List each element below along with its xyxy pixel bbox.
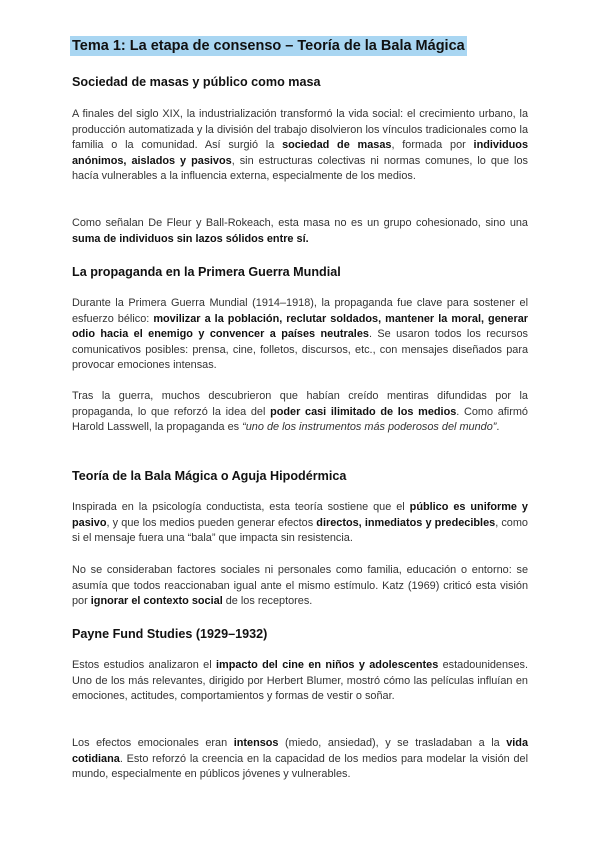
- bold-text: intensos: [233, 737, 279, 749]
- bold-text: sociedad de masas: [282, 139, 392, 152]
- text-run: Estos estudios analizaron el: [72, 659, 216, 671]
- bold-text: suma de individuos sin lazos sólidos entre sí.: [72, 232, 309, 245]
- text-run: Inspirada en la psicología conductista, esta teoría sostiene que el: [72, 501, 410, 513]
- text-run: , como si el mensaje fuera una “bala” que impacta sin resistencia.: [72, 516, 528, 545]
- text-run: .: [496, 421, 500, 434]
- bold-text: poder casi ilimitado de los medios: [270, 405, 457, 418]
- document-title: Tema 1: La etapa de consenso – Teoría de la Bala Mágica: [72, 38, 465, 54]
- paragraph: [72, 658, 528, 705]
- text-run: de los receptores.: [222, 595, 313, 608]
- paragraph: [72, 736, 528, 783]
- text-run: Los efectos emocionales eran: [72, 737, 234, 749]
- text-run: . Se usaron todos los recursos comunicativos posibles: prensa, cine, folletos, discursos, etc., con mensajes diseñados para provocar emociones intensas.: [72, 328, 528, 372]
- text-run: A finales del siglo XIX, la industrialización transformó la vida social: el crecimiento urbano, la producción automatizada y la división del trabajo disolvieron los vínculos tradicionales como la familia o la comunidad. Así surgió la: [72, 108, 528, 152]
- text-run: estadounidenses. Uno de los más relevantes, dirigido por Herbert Blumer, mostró cómo las películas influían en emociones, actitudes, comportamientos y formas de vestir o soñar.: [72, 659, 529, 703]
- text-run: . Como afirmó Harold Lasswell, la propaganda es: [72, 405, 528, 434]
- text-run: Durante la Primera Guerra Mundial (1914–1918), la propaganda fue clave para sostener el esfuerzo bélico:: [72, 297, 528, 325]
- paragraph: [72, 216, 528, 247]
- text-run: No se consideraban factores sociales ni personales como familia, educación o entorno: se asumía que todos reaccionaban igual ante el mismo estímulo. Katz (1969) criticó esta visión por: [72, 564, 528, 608]
- bold-text: movilizar a la población, reclutar soldados, mantener la moral, generar odio hacia el enemigo y convencer a países neutrales: [72, 312, 528, 341]
- text-run: , sin estructuras colectivas ni normas comunes, lo que los hacía vulnerables a la influencia externa, especialmente de los medios.: [72, 154, 528, 183]
- bold-text: impacto del cine en niños y adolescentes: [215, 659, 439, 671]
- text-run: Tras la guerra, muchos descubrieron que habían creído mentiras difundidas por la propaganda, lo que reforzó la idea del: [72, 390, 528, 418]
- text-run: Como señalan De Fleur y Ball-Rokeach, esta masa no es un grupo cohesionado, sino una: [72, 217, 528, 229]
- section-heading-payne-fund: Payne Fund Studies (1929–1932): [72, 627, 268, 641]
- text-run: , y que los medios pueden generar efectos: [106, 516, 317, 529]
- bold-text: ignorar el contexto social: [90, 595, 223, 608]
- paragraph: [72, 389, 528, 436]
- paragraph: [72, 500, 528, 547]
- text-run: (miedo, ansiedad), y se trasladaban a la: [278, 737, 507, 749]
- section-heading-bala-magica: Teoría de la Bala Mágica o Aguja Hipodérmica: [72, 469, 347, 483]
- text-run: . Esto reforzó la creencia en la capacidad de los medios para modelar la visión del mundo, especialmente en públicos jóvenes y vulnerables.: [72, 752, 528, 781]
- text-run: , formada por: [391, 139, 474, 152]
- bold-text: público es uniforme y pasivo: [72, 501, 528, 529]
- paragraph: [72, 296, 528, 374]
- quote-text: “uno de los instrumentos más poderosos del mundo”: [242, 421, 497, 434]
- section-heading-propaganda: La propaganda en la Primera Guerra Mundial: [72, 265, 341, 279]
- bold-text: directos, inmediatos y predecibles: [316, 516, 496, 529]
- paragraph: [72, 563, 528, 610]
- bold-text: individuos anónimos, aislados y pasivos: [72, 139, 529, 167]
- paragraph: [72, 107, 528, 185]
- section-heading-sociedad-masas: Sociedad de masas y público como masa: [72, 75, 321, 89]
- bold-text: vida cotidiana: [72, 737, 529, 765]
